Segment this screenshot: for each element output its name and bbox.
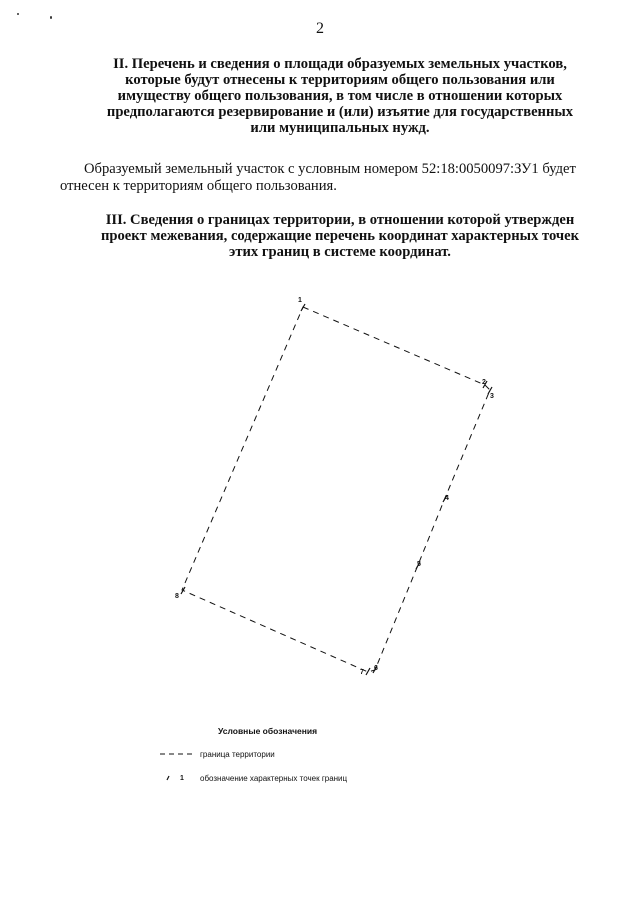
scan-speck: [50, 16, 52, 19]
legend-item-point: [160, 773, 347, 783]
heading-line: предполагаются резервирование и (или) изъятие для государственных: [106, 104, 574, 120]
heading-line: III. Сведения о границах территории, в отношении которой утвержден: [105, 212, 575, 228]
point-label-6: 6: [374, 665, 378, 672]
heading-line: имуществу общего пользования, в том числе в отношении которых: [117, 88, 563, 104]
dashed-line-icon: [160, 750, 200, 759]
point-label-2: 2: [482, 379, 486, 386]
page-number: 2: [316, 20, 324, 37]
heading-line: проект межевания, содержащие перечень координат характерных точек: [100, 228, 580, 244]
legend-point-label: обозначение характерных точек границ: [200, 773, 348, 783]
point-label-5: 5: [417, 561, 421, 568]
paragraph-line: отнесен к территориям общего пользования.: [60, 178, 337, 194]
point-marker-icon: [160, 773, 200, 783]
point-marker-1: [298, 297, 305, 311]
point-label-1: 1: [298, 297, 302, 304]
scan-speck: [17, 13, 19, 15]
section-2-heading: [80, 56, 600, 136]
paragraph-line: Образуемый земельный участок с условным номером 52:18:0050097:ЗУ1 будет: [84, 161, 576, 177]
boundary-line: [182, 307, 490, 672]
point-marker-5: [416, 561, 421, 569]
point-marker-8: [175, 587, 185, 600]
legend-boundary-label: граница территории: [200, 750, 275, 759]
point-label-3: 3: [490, 393, 494, 400]
point-marker-4: [443, 495, 449, 502]
point-marker-6: [373, 665, 378, 673]
point-marker-7: [360, 668, 370, 676]
legend-item-boundary: [160, 750, 275, 759]
heading-line: или муниципальных нужд.: [250, 120, 430, 136]
legend-point-symbol-label: 1: [180, 775, 184, 783]
boundary-diagram: [150, 280, 510, 690]
point-label-7: 7: [360, 669, 364, 676]
point-label-8: 8: [175, 593, 179, 600]
section-2-paragraph: [60, 161, 600, 195]
section-3-heading: [70, 212, 610, 260]
heading-line: II. Перечень и сведения о площади образуемых земельных участков,: [113, 56, 567, 72]
legend-title: Условные обозначения: [218, 726, 318, 736]
point-label-4: 4: [445, 495, 449, 502]
heading-line: которые будут отнесены к территориям общего пользования или: [125, 72, 555, 88]
heading-line: этих границ в системе координат.: [229, 244, 451, 260]
